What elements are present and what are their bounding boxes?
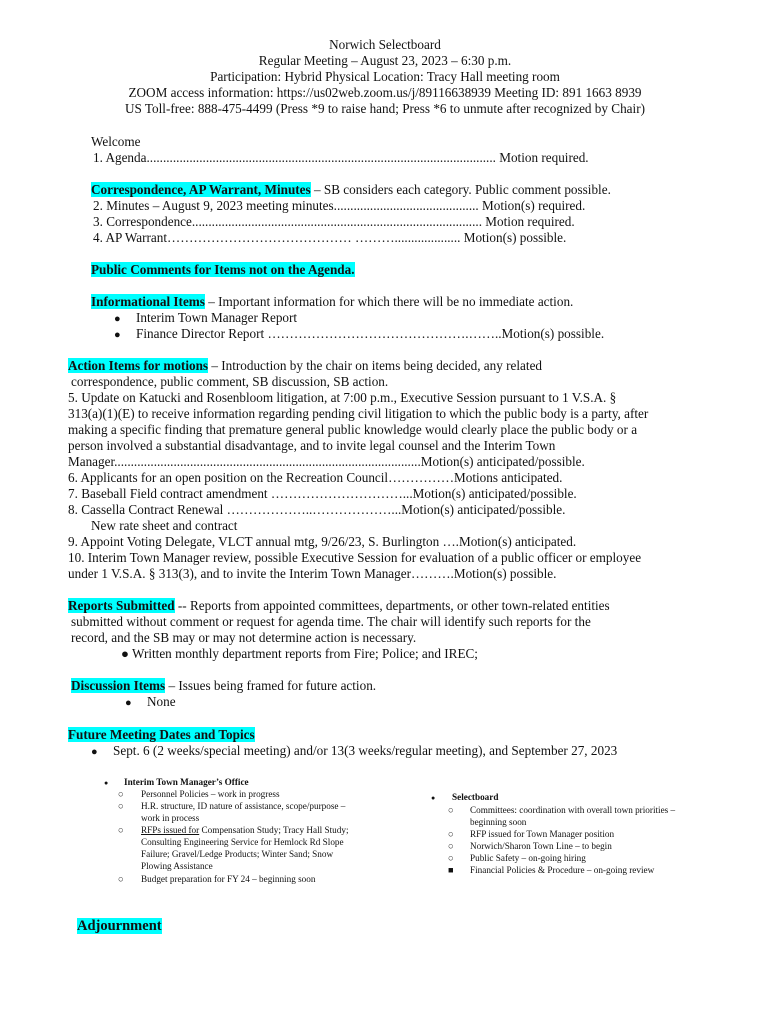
action-item-5-line1: 5. Update on Katucki and Rosenbloom litigation, at 7:00 p.m., Executive Session pursuant to 1 V.S.A. § (68, 390, 617, 405)
adjournment-section (77, 918, 162, 934)
sb-item: Norwich/Sharon Town Line – to begin (470, 841, 612, 851)
welcome-title: Welcome (91, 134, 141, 149)
zoom-info: ZOOM access information: https://us02web.zoom.us/j/89116638939 Meeting ID: 891 1663 8939 (128, 85, 642, 100)
public-comments-section (91, 262, 355, 278)
discussion-item: None (147, 694, 176, 709)
square-bullet-icon: ■ (448, 865, 454, 875)
meeting-date: Regular Meeting – August 23, 2023 – 6:30 p.m. (258, 53, 512, 68)
itm-item-cont: Plowing Assistance (141, 861, 213, 871)
action-desc-line2: correspondence, public comment, SB discussion, SB action. (71, 374, 389, 389)
rfps-issued-label: RFPs issued for (141, 825, 200, 835)
action-item-8: 8. Cassella Contract Renewal ………………..………………...Motion(s) anticipated/possible. (68, 502, 566, 517)
circle-bullet-icon: ○ (118, 825, 124, 835)
agenda-item-3: 3. Correspondence........................................................................................ Motion required. (93, 214, 575, 229)
action-item-5-line4: person involved a substantial disadvantage, and to invite legal counsel and the Interim Town (68, 438, 556, 453)
circle-bullet-icon: ○ (448, 805, 454, 815)
informational-item-1: Interim Town Manager Report (136, 310, 298, 325)
discussion-desc: – Issues being framed for future action. (165, 678, 377, 693)
action-section (68, 358, 542, 374)
reports-section (68, 598, 610, 614)
itm-item-cont: work in process (141, 813, 200, 823)
correspondence-section (91, 182, 611, 198)
reports-bullet: ● Written monthly department reports from Fire; Police; and IREC; (121, 646, 478, 661)
action-item-5-line2: 313(a)(1)(E) to receive information regarding pending civil litigation to which the public body is a party, after (68, 406, 649, 421)
rfps-issued-text: Compensation Study; Tracy Hall Study; (199, 825, 349, 835)
agenda-item-1: 1. Agenda.......................................................................................................... Motion required. (93, 150, 589, 165)
correspondence-heading: Correspondence, AP Warrant, Minutes (91, 182, 311, 197)
future-section (68, 727, 255, 743)
reports-line3: record, and the SB may or may not determine action is necessary. (71, 630, 417, 645)
discussion-heading: Discussion Items (71, 678, 166, 693)
sb-item: Financial Policies & Procedure – on-going review (470, 865, 655, 875)
agenda-item-2: 2. Minutes – August 9, 2023 meeting minutes............................................ Motion(s) required. (93, 198, 586, 213)
itm-item: Budget preparation for FY 24 – beginning soon (141, 874, 316, 884)
tollfree-info: US Toll-free: 888-475-4499 (Press *9 to raise hand; Press *6 to unmute after recognized by Chair) (125, 101, 645, 116)
itm-item (141, 824, 349, 836)
action-item-10-line1: 10. Interim Town Manager review, possible Executive Session for evaluation of a public officer or employee (68, 550, 642, 565)
correspondence-desc: – SB considers each category. Public comment possible. (310, 182, 611, 197)
action-item-9: 9. Appoint Voting Delegate, VLCT annual mtg, 9/26/23, S. Burlington ….Motion(s) anticipated. (68, 534, 577, 549)
itm-item: H.R. structure, ID nature of assistance, scope/purpose – (141, 801, 346, 811)
action-item-6: 6. Applicants for an open position on the Recreation Council……………Motions anticipated. (68, 470, 563, 485)
bullet-icon: ● (91, 746, 98, 758)
bullet-icon: ● (125, 697, 132, 709)
bullet-icon: ● (104, 779, 109, 787)
itm-item: Personnel Policies – work in progress (141, 789, 280, 799)
informational-section (91, 294, 573, 310)
adjournment-heading: Adjournment (77, 918, 162, 934)
action-item-5-line5: Manager.............................................................................................Motion(s) anticipated/possible. (68, 454, 585, 469)
bullet-icon: ● (431, 794, 436, 802)
action-item-10-line2: under 1 V.S.A. § 313(3), and to invite the Interim Town Manager……….Motion(s) possible. (68, 566, 557, 581)
itm-item-cont: Consulting Engineering Service for Hemlock Rd Slope (141, 837, 344, 847)
participation-info: Participation: Hybrid Physical Location: Tracy Hall meeting room (210, 69, 560, 84)
header-title: Norwich Selectboard (329, 37, 441, 52)
sb-item: Public Safety – on-going hiring (470, 853, 586, 863)
sb-item: RFP issued for Town Manager position (470, 829, 615, 839)
reports-line2: submitted without comment or request for agenda time. The chair will identify such reports for the (71, 614, 591, 629)
circle-bullet-icon: ○ (448, 853, 454, 863)
action-item-8-sub: New rate sheet and contract (91, 518, 238, 533)
informational-item-2: Finance Director Report ……………………………………….……..Motion(s) possible. (136, 326, 605, 341)
future-heading: Future Meeting Dates and Topics (68, 727, 255, 742)
circle-bullet-icon: ○ (448, 829, 454, 839)
bullet-icon: ● (114, 329, 121, 341)
circle-bullet-icon: ○ (448, 841, 454, 851)
reports-heading: Reports Submitted (68, 598, 175, 613)
itm-office-title: Interim Town Manager’s Office (124, 777, 249, 787)
action-heading: Action Items for motions (68, 358, 209, 373)
public-comments-heading: Public Comments for Items not on the Agenda. (91, 262, 355, 277)
selectboard-title: Selectboard (452, 792, 499, 802)
sb-item: Committees: coordination with overall town priorities – (470, 805, 676, 815)
discussion-section (71, 678, 376, 694)
bullet-icon: ● (114, 313, 121, 325)
circle-bullet-icon: ○ (118, 789, 124, 799)
circle-bullet-icon: ○ (118, 801, 124, 811)
action-desc: – Introduction by the chair on items being decided, any related (208, 358, 543, 373)
reports-desc: -- Reports from appointed committees, departments, or other town-related entities (174, 598, 610, 613)
informational-heading: Informational Items (91, 294, 205, 309)
future-dates: Sept. 6 (2 weeks/special meeting) and/or 13(3 weeks/regular meeting), and September 27, 2023 (113, 743, 618, 758)
action-item-7: 7. Baseball Field contract amendment …………………………...Motion(s) anticipated/possible. (68, 486, 577, 501)
circle-bullet-icon: ○ (118, 874, 124, 884)
informational-desc: – Important information for which there will be no immediate action. (204, 294, 574, 309)
agenda-item-4: 4. AP Warrant…………………………………… ……….................... Motion(s) possible. (93, 230, 567, 245)
action-item-5-line3: making a specific finding that premature general public knowledge would clearly place the public body or a (68, 422, 638, 437)
sb-item-cont: beginning soon (470, 817, 527, 827)
itm-item-cont: Failure; Gravel/Ledge Products; Winter Sand; Snow (141, 849, 334, 859)
